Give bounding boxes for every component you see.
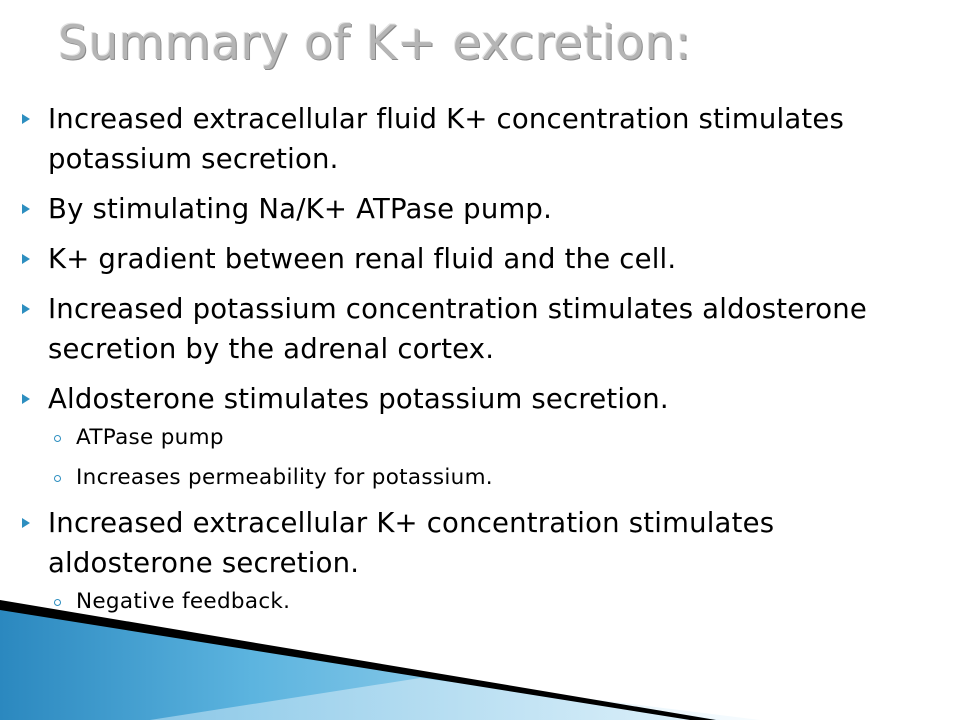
bullet-list [48,99,948,627]
circle-bullet-icon [54,435,61,442]
decorative-swoosh [0,560,960,720]
bullet-text: K+ gradient between renal fluid and the cell. [48,243,677,275]
sub-bullet-item [48,463,948,493]
bullet-text: Increased extracellular fluid K+ concentration stimulates potassium secretion. [48,103,845,175]
bullet-item [48,379,948,419]
triangle-bullet-icon [22,304,30,314]
bullet-text: By stimulating Na/K+ ATPase pump. [48,193,553,225]
sub-bullet-text: Negative feedback. [76,589,291,614]
slide-title: Summary of K+ excretion: [58,16,692,71]
circle-bullet-icon [54,475,61,482]
sub-bullet-text: Increases permeability for potassium. [76,465,493,490]
sub-bullet-text: ATPase pump [76,425,224,450]
bullet-text: Increased potassium concentration stimulates aldosterone secretion by the adrenal cortex. [48,293,868,365]
triangle-bullet-icon [22,394,30,404]
bullet-item [48,99,948,179]
triangle-bullet-icon [22,114,30,124]
triangle-bullet-icon [22,518,30,528]
bullet-item [48,239,948,279]
bullet-text: Increased extracellular K+ concentration stimulates aldosterone secretion. [48,507,775,579]
sub-bullet-item [48,423,948,453]
bullet-item [48,189,948,229]
bullet-item [48,289,948,369]
triangle-bullet-icon [22,254,30,264]
triangle-bullet-icon [22,204,30,214]
bullet-text: Aldosterone stimulates potassium secretion. [48,383,669,415]
